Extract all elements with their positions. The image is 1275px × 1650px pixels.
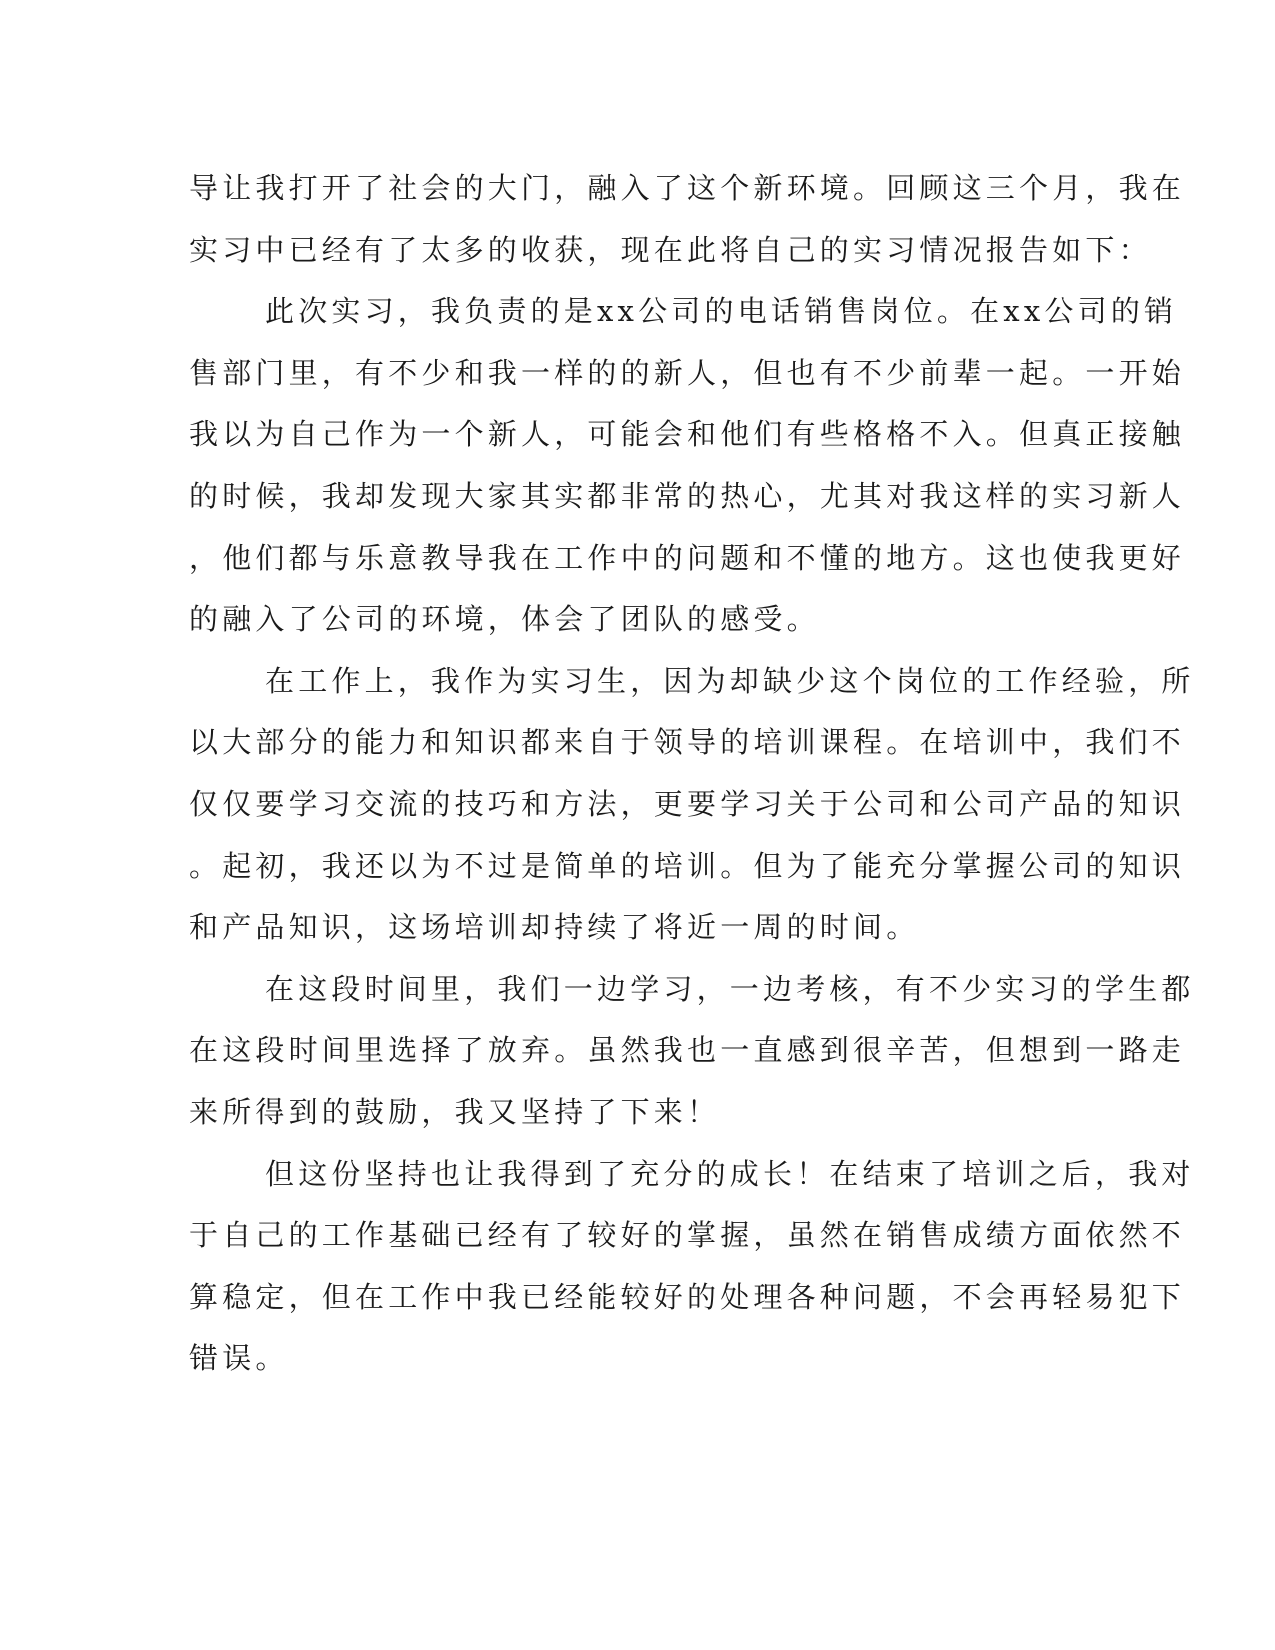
text-line-indented: 在工作上，我作为实习生，因为却缺少这个岗位的工作经验，所 [265,663,1195,698]
text-line: 在这段时间里选择了放弃。虽然我也一直感到很辛苦，但想到一路走 [189,1033,1186,1068]
paragraph-internship-position [189,281,1186,651]
text-line: 算稳定，但在工作中我已经能较好的处理各种问题，不会再轻易犯下 [189,1279,1186,1314]
paragraph-training [189,651,1195,959]
text-line: 和产品知识，这场培训却持续了将近一周的时间。 [189,910,920,945]
paragraph-intro-continuation [189,158,1186,281]
text-line: 。起初，我还以为不过是简单的培训。但为了能充分掌握公司的知识 [189,848,1186,883]
text-line: 于自己的工作基础已经有了较好的掌握，虽然在销售成绩方面依然不 [189,1218,1186,1253]
text-line: 我以为自己作为一个新人，可能会和他们有些格格不入。但真正接触 [189,417,1186,452]
text-line-indented: 但这份坚持也让我得到了充分的成长！在结束了培训之后，我对 [265,1156,1195,1191]
text-line: 的时候，我却发现大家其实都非常的热心，尤其对我这样的实习新人 [189,478,1186,513]
text-line-indented: 此次实习，我负责的是xx公司的电话销售岗位。在xx公司的销 [265,294,1178,329]
document-body [189,158,1195,1390]
text-line: 仅仅要学习交流的技巧和方法，更要学习关于公司和公司产品的知识 [189,786,1186,821]
text-line: 错误。 [189,1341,289,1376]
text-line: ，他们都与乐意教导我在工作中的问题和不懂的地方。这也使我更好 [189,540,1186,575]
paragraph-persistence [189,959,1195,1144]
text-line: 的融入了公司的环境，体会了团队的感受。 [189,602,820,637]
text-line: 售部门里，有不少和我一样的的新人，但也有不少前辈一起。一开始 [189,355,1186,390]
text-line: 导让我打开了社会的大门，融入了这个新环境。回顾这三个月，我在 [189,171,1186,205]
text-line: 实习中已经有了太多的收获，现在此将自己的实习情况报告如下： [189,232,1152,267]
text-line: 以大部分的能力和知识都来自于领导的培训课程。在培训中，我们不 [189,725,1186,760]
paragraph-growth [189,1144,1195,1390]
text-line-indented: 在这段时间里，我们一边学习，一边考核，有不少实习的学生都 [265,971,1195,1006]
text-line: 来所得到的鼓励，我又坚持了下来！ [189,1094,721,1129]
